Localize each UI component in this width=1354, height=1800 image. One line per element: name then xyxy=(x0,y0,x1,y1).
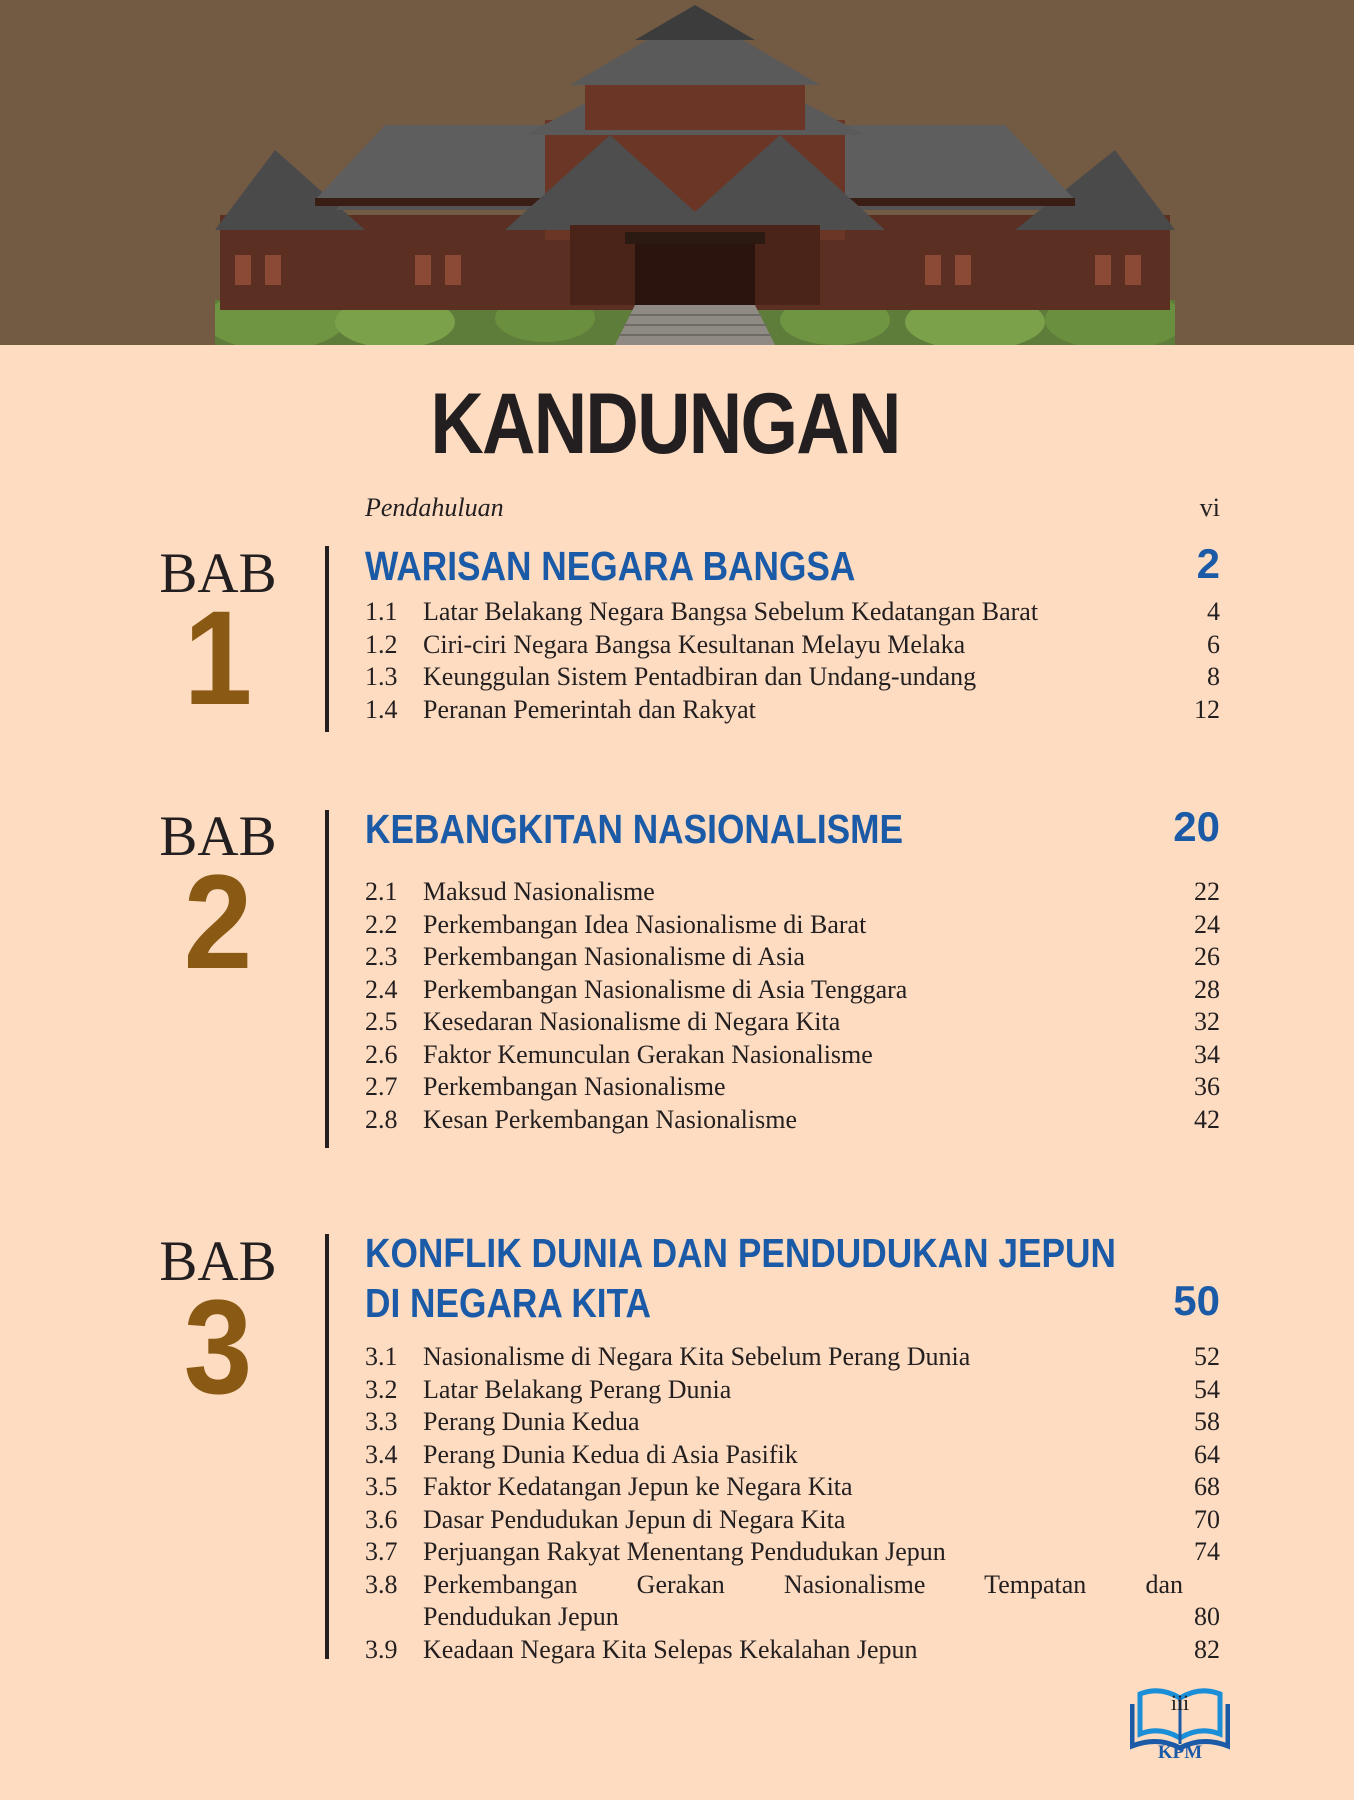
section-page: 52 xyxy=(1194,1342,1220,1371)
section-number: 2.3 xyxy=(365,942,398,971)
toc-entry-2-5[interactable] xyxy=(365,1006,1220,1039)
chapter-3-title-line-2: DI NEGARA KITA xyxy=(365,1280,651,1326)
section-page: 22 xyxy=(1194,877,1220,906)
toc-entry-3-9[interactable] xyxy=(365,1634,1220,1667)
section-page: 32 xyxy=(1194,1007,1220,1036)
section-title: Keunggulan Sistem Pentadbiran dan Undang-undang xyxy=(423,662,977,691)
section-number: 2.8 xyxy=(365,1104,398,1134)
intro-row[interactable] xyxy=(365,493,1220,523)
palace-photo xyxy=(215,0,1175,345)
section-number: 3.8 xyxy=(365,1569,398,1599)
section-title: Kesedaran Nasionalisme di Negara Kita xyxy=(423,1007,841,1036)
toc-entry-1-4[interactable] xyxy=(365,694,1220,727)
section-page: 8 xyxy=(1207,662,1220,691)
section-title: Perjuangan Rakyat Menentang Pendudukan Jepun xyxy=(423,1537,946,1566)
toc-entry-2-3[interactable] xyxy=(365,941,1220,974)
section-page: 42 xyxy=(1194,1104,1220,1134)
section-page: 64 xyxy=(1194,1439,1220,1469)
chapter-2-section-list xyxy=(365,876,1220,1136)
section-page: 12 xyxy=(1194,694,1220,724)
section-title: Nasionalisme di Negara Kita Sebelum Perang Dunia xyxy=(423,1342,971,1371)
section-title: Perkembangan Nasionalisme xyxy=(423,1072,726,1101)
section-number: 1.1 xyxy=(365,597,398,626)
section-title: Perkembangan Nasionalisme di Asia xyxy=(423,942,805,971)
chapter-1-title[interactable] xyxy=(365,541,1044,591)
chapter-2-divider xyxy=(325,810,329,1148)
section-page: 6 xyxy=(1207,629,1220,659)
chapter-3-section-list xyxy=(365,1341,1220,1666)
section-page: 70 xyxy=(1194,1504,1220,1534)
section-number: 2.4 xyxy=(365,974,398,1004)
section-number: 3.6 xyxy=(365,1504,398,1534)
section-page: 34 xyxy=(1194,1039,1220,1069)
section-number: 2.5 xyxy=(365,1007,398,1036)
toc-entry-1-1[interactable] xyxy=(365,596,1220,629)
toc-entry-3-7[interactable] xyxy=(365,1536,1220,1569)
section-number: 2.6 xyxy=(365,1039,398,1069)
section-page: 28 xyxy=(1194,974,1220,1004)
section-title-continued: Pendudukan Jepun xyxy=(423,1602,619,1631)
section-number: 3.1 xyxy=(365,1342,398,1371)
section-page: 82 xyxy=(1194,1634,1220,1664)
section-title: Keadaan Negara Kita Selepas Kekalahan Jepun xyxy=(423,1634,918,1664)
section-title: Faktor Kedatangan Jepun ke Negara Kita xyxy=(423,1472,853,1501)
toc-entry-3-3[interactable] xyxy=(365,1406,1220,1439)
intro-page-number: vi xyxy=(1199,493,1220,522)
section-page: 80 xyxy=(1194,1602,1220,1631)
toc-entry-2-8[interactable] xyxy=(365,1104,1220,1137)
section-number: 3.3 xyxy=(365,1407,398,1436)
section-title: Perkembangan Gerakan Nasionalisme Tempatan dan xyxy=(423,1569,1183,1599)
chapter-2-number: 2 xyxy=(183,848,253,997)
toc-entry-2-7[interactable] xyxy=(365,1071,1220,1104)
toc-entry-3-8[interactable] xyxy=(365,1569,1220,1634)
toc-entry-2-4[interactable] xyxy=(365,974,1220,1007)
section-page: 68 xyxy=(1194,1472,1220,1501)
section-title: Faktor Kemunculan Gerakan Nasionalisme xyxy=(423,1039,873,1069)
toc-entry-3-1[interactable] xyxy=(365,1341,1220,1374)
intro-label: Pendahuluan xyxy=(365,493,504,522)
section-page: 54 xyxy=(1194,1374,1220,1404)
chapter-1-title-line-1: WARISAN NEGARA BANGSA xyxy=(365,543,856,589)
toc-entry-2-2[interactable] xyxy=(365,909,1220,942)
chapter-2-page-number: 20 xyxy=(1173,803,1220,850)
chapter-2-bab-label: BAB xyxy=(159,805,277,868)
section-page: 24 xyxy=(1194,909,1220,939)
section-title: Perang Dunia Kedua xyxy=(423,1407,640,1436)
section-page: 36 xyxy=(1194,1072,1220,1101)
chapter-2-title[interactable] xyxy=(365,804,1044,854)
chapter-3-divider xyxy=(325,1234,329,1659)
toc-entry-3-6[interactable] xyxy=(365,1504,1220,1537)
chapter-1-divider xyxy=(325,546,329,732)
section-number: 2.1 xyxy=(365,877,398,906)
section-number: 1.3 xyxy=(365,662,398,691)
section-number: 1.2 xyxy=(365,629,398,659)
section-number: 3.7 xyxy=(365,1537,398,1566)
section-number: 2.7 xyxy=(365,1072,398,1101)
chapter-3-bab-label: BAB xyxy=(159,1230,277,1293)
section-number: 3.4 xyxy=(365,1439,398,1469)
page-title: KANDUNGAN xyxy=(430,376,900,472)
section-number: 1.4 xyxy=(365,694,398,724)
chapter-3-page-number: 50 xyxy=(1173,1277,1220,1324)
section-page: 4 xyxy=(1207,597,1220,626)
section-number: 2.2 xyxy=(365,909,398,939)
section-title: Perkembangan Nasionalisme di Asia Tenggara xyxy=(423,974,908,1004)
chapter-3-title[interactable] xyxy=(365,1228,1116,1328)
section-title: Ciri-ciri Negara Bangsa Kesultanan Melayu Melaka xyxy=(423,629,966,659)
toc-entry-2-6[interactable] xyxy=(365,1039,1220,1072)
section-page: 74 xyxy=(1194,1537,1220,1566)
section-title: Perkembangan Idea Nasionalisme di Barat xyxy=(423,909,867,939)
toc-entry-3-2[interactable] xyxy=(365,1374,1220,1407)
section-title: Dasar Pendudukan Jepun di Negara Kita xyxy=(423,1504,846,1534)
chapter-1-section-list xyxy=(365,596,1220,726)
section-title: Peranan Pemerintah dan Rakyat xyxy=(423,694,756,724)
chapter-1-page-number: 2 xyxy=(1196,540,1220,587)
section-title: Maksud Nasionalisme xyxy=(423,877,655,906)
section-number: 3.2 xyxy=(365,1374,398,1404)
section-title: Perang Dunia Kedua di Asia Pasifik xyxy=(423,1439,798,1469)
toc-entry-3-4[interactable] xyxy=(365,1439,1220,1472)
page-number: iii xyxy=(1170,1690,1190,1715)
section-page: 26 xyxy=(1194,942,1220,971)
toc-entry-1-3[interactable] xyxy=(365,661,1220,694)
chapter-1-number: 1 xyxy=(183,584,253,733)
section-page: 58 xyxy=(1194,1407,1220,1436)
chapter-3-title-line-1: KONFLIK DUNIA DAN PENDUDUKAN JEPUN xyxy=(365,1230,1116,1276)
chapter-3-number: 3 xyxy=(183,1273,253,1422)
section-number: 3.5 xyxy=(365,1472,398,1501)
section-number: 3.9 xyxy=(365,1634,398,1664)
toc-entry-3-5[interactable] xyxy=(365,1471,1220,1504)
kpm-logo-text: KPM xyxy=(1157,1742,1203,1763)
section-title: Latar Belakang Perang Dunia xyxy=(423,1374,732,1404)
section-title: Latar Belakang Negara Bangsa Sebelum Kedatangan Barat xyxy=(423,597,1039,626)
toc-entry-1-2[interactable] xyxy=(365,629,1220,662)
chapter-2-title-line-1: KEBANGKITAN NASIONALISME xyxy=(365,806,904,852)
header-band xyxy=(0,0,1354,345)
toc-entry-2-1[interactable] xyxy=(365,876,1220,909)
section-title: Kesan Perkembangan Nasionalisme xyxy=(423,1104,798,1134)
chapter-1-bab-label: BAB xyxy=(159,542,277,605)
